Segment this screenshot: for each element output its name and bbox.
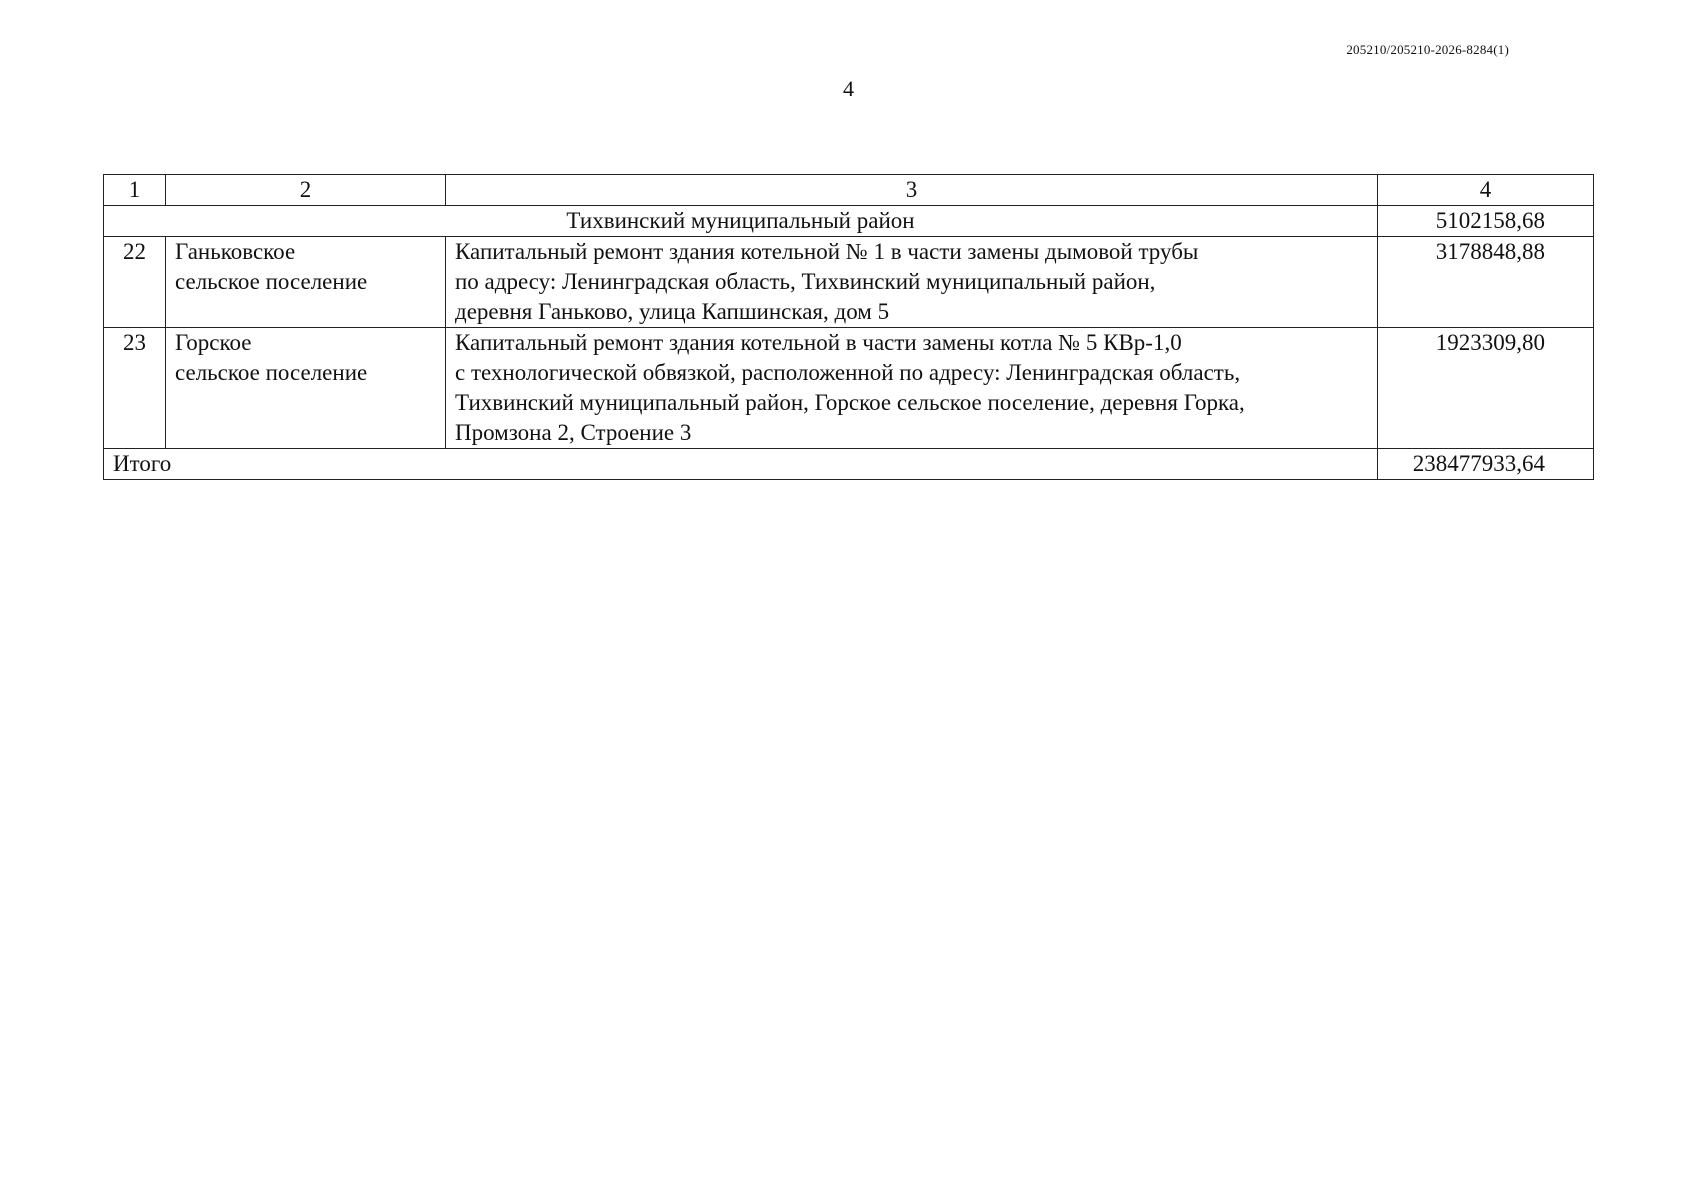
section-title: Тихвинский муниципальный район [104, 206, 1378, 237]
table-row [104, 237, 1594, 328]
section-row [104, 206, 1594, 237]
row-number: 23 [104, 328, 166, 449]
page-number: 4 [843, 76, 854, 101]
total-row [104, 449, 1594, 480]
project-amount: 3178848,88 [1378, 237, 1594, 328]
column-header-4: 4 [1378, 175, 1594, 206]
column-header-1: 1 [104, 175, 166, 206]
project-description: Капитальный ремонт здания котельной в части замены котла № 5 КВр-1,0 с технологической обвязкой, расположенной по адресу: Ленинградская область, Тихвинский муниципальный район, Горское сельское поселение, деревня Горка, Промзона 2, Строение 3 [446, 328, 1378, 449]
section-total: 5102158,68 [1378, 206, 1594, 237]
project-amount: 1923309,80 [1378, 328, 1594, 449]
total-label: Итого [104, 449, 1378, 480]
column-header-2: 2 [166, 175, 446, 206]
total-value: 238477933,64 [1378, 449, 1594, 480]
table-row [104, 328, 1594, 449]
document-id: 205210/205210-2026-8284(1) [1346, 42, 1509, 57]
project-description: Капитальный ремонт здания котельной № 1 в части замены дымовой трубы по адресу: Ленинградская область, Тихвинский муниципальный район, деревня Ганьково, улица Капшинская, дом 5 [446, 237, 1378, 328]
settlement-name: Ганьковское сельское поселение [166, 237, 446, 328]
row-number: 22 [104, 237, 166, 328]
column-header-3: 3 [446, 175, 1378, 206]
column-number-row [104, 175, 1594, 206]
settlement-name: Горское сельское поселение [166, 328, 446, 449]
budget-table [103, 174, 1594, 480]
